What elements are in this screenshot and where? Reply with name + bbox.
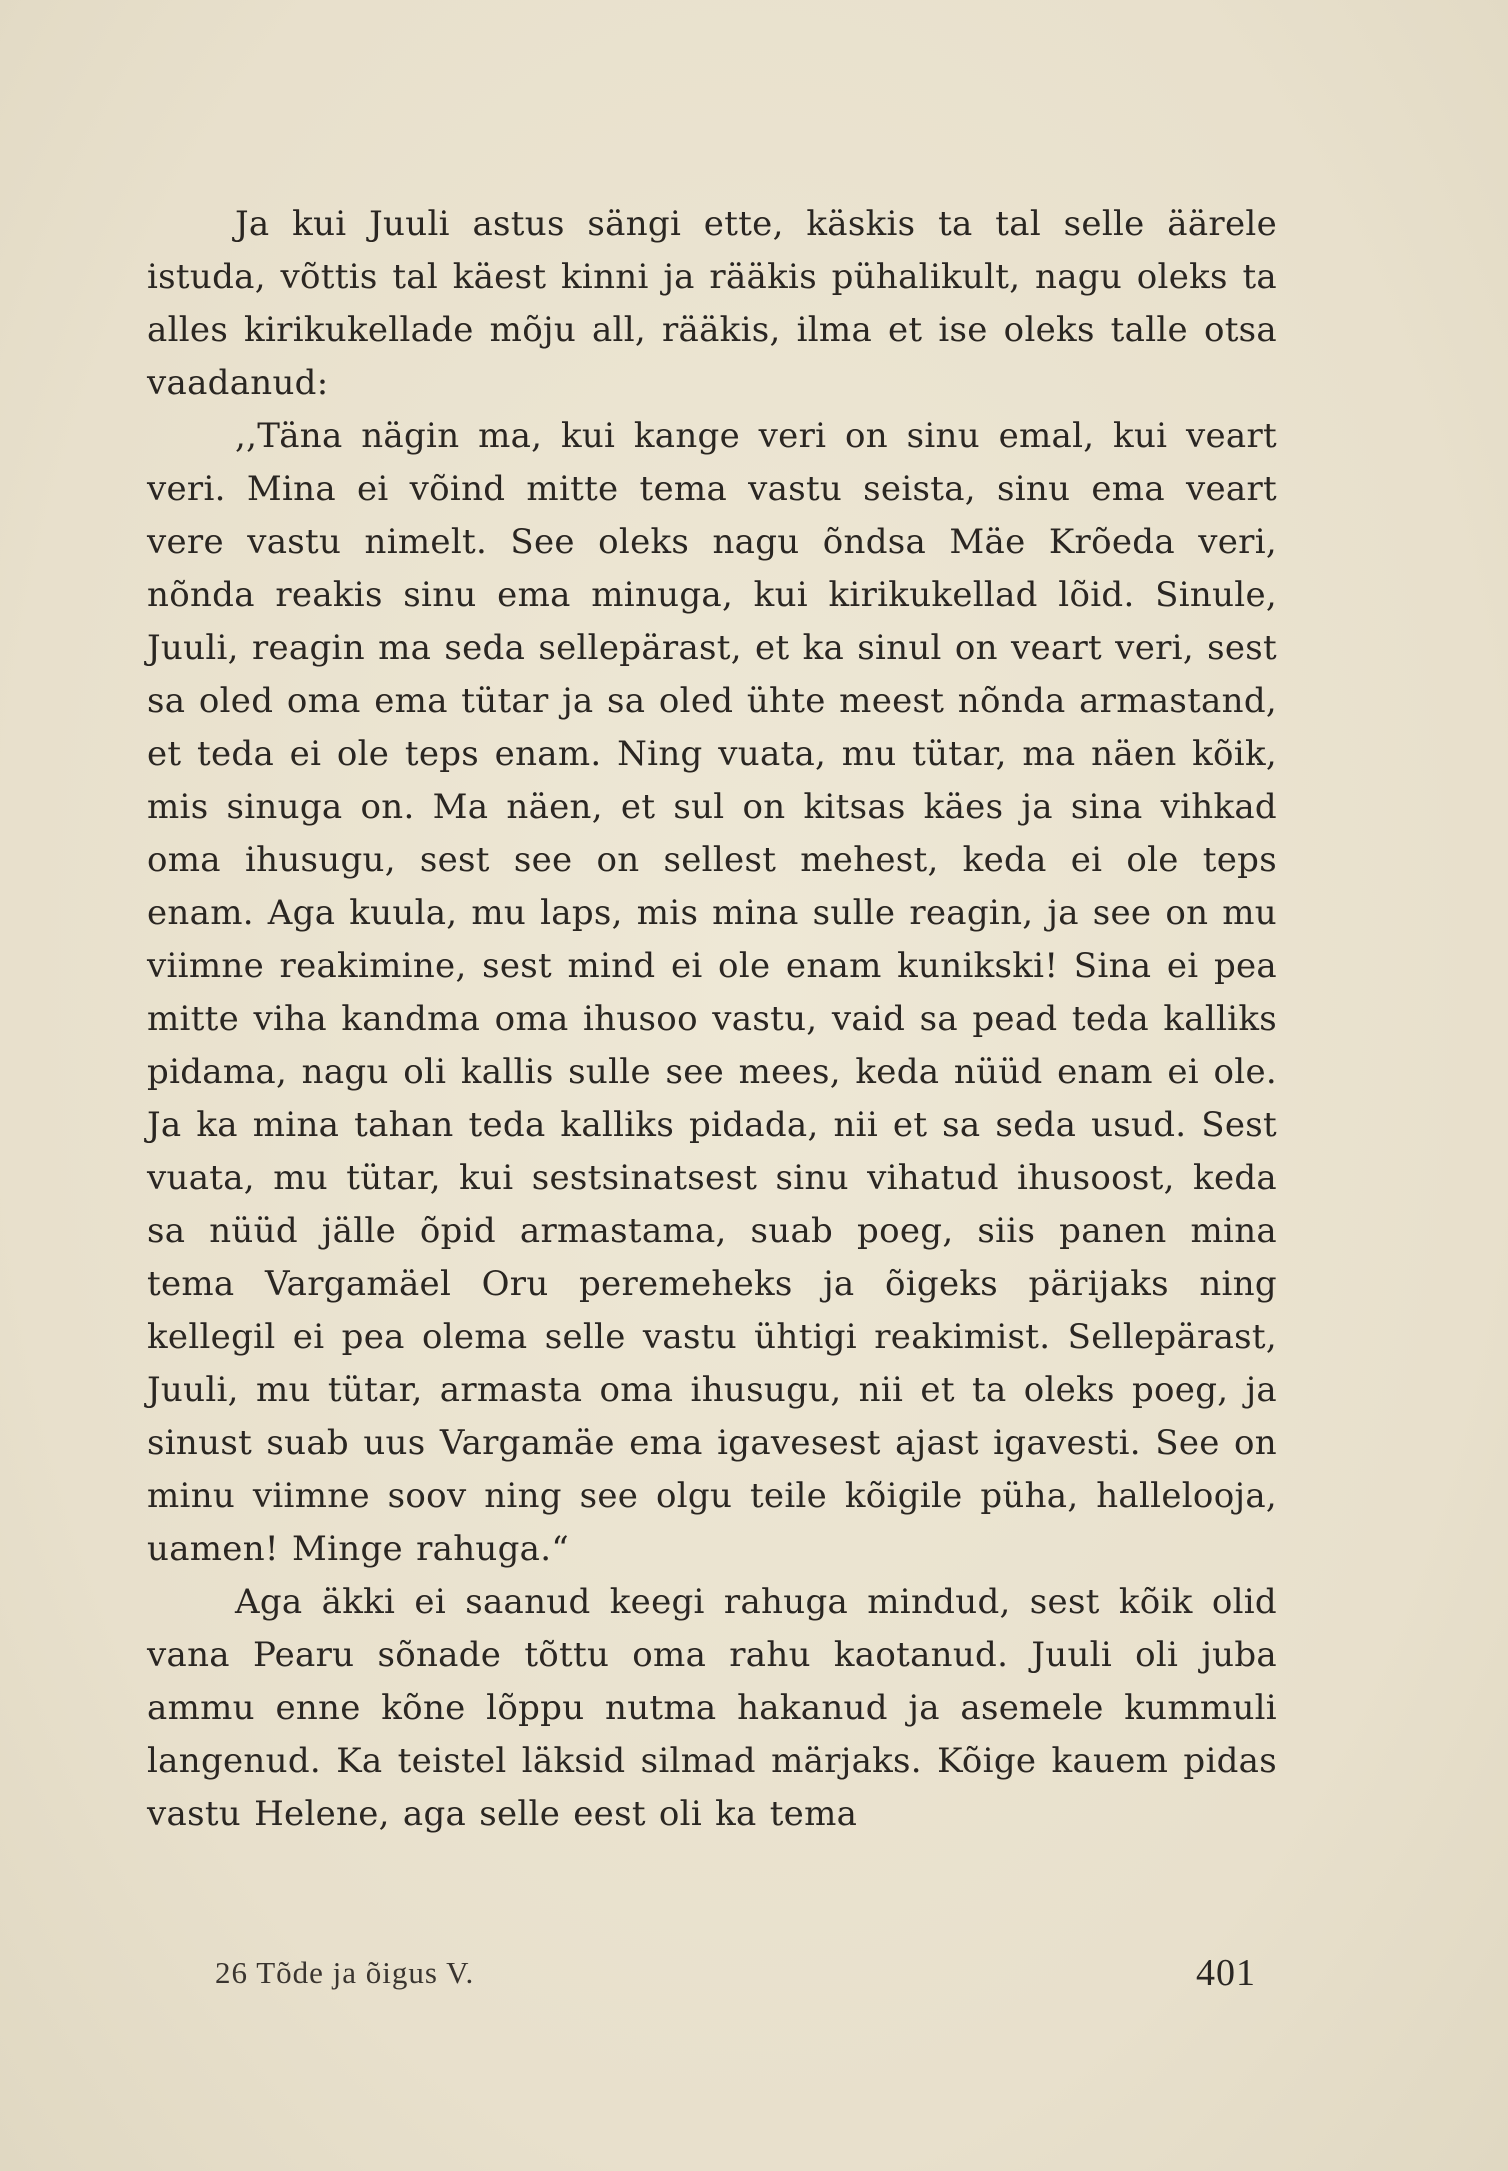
paragraph-3: Aga äkki ei saanud keegi rahuga mindud, sest kõik olid vana Pearu sõnade tõttu oma rahu kaotanud. Juuli oli juba ammu enne kõne lõppu nutma hakanud ja asemele kummuli langenud. Ka teistel läksid silmad märjaks. Kõige kauem pidas vastu Helene, aga selle eest oli ka tema [147,1582,1277,1834]
page-number: 401 [1196,1952,1256,1994]
paragraph-2: ,,Täna nägin ma, kui kange veri on sinu emal, kui veart veri. Mina ei võind mitte tema vastu seista, sinu ema veart vere vastu nimelt. See oleks nagu õndsa Mäe Krõeda veri, nõnda reakis sinu ema minuga, kui kirikukellad lõid. Sinule, Juuli, reagin ma seda sellepärast, et ka sinul on veart veri, sest sa oled oma ema tütar ja sa oled ühte meest nõnda armastand, et teda ei ole teps enam. Ning vuata, mu tütar, ma näen kõik, mis sinuga on. Ma näen, et sul on kitsas käes ja sina vihkad oma ihusugu, sest see on sellest mehest, keda ei ole teps enam. Aga kuula, mu laps, mis mina sulle reagin, ja see on mu viimne reakimine, sest mind ei ole enam kunikski! Sina ei pea mitte viha kandma oma ihusoo vastu, vaid sa pead teda kalliks pidama, nagu oli kallis sulle see mees, keda nüüd enam ei ole. Ja ka mina tahan teda kalliks pidada, nii et sa seda usud. Sest vuata, mu tütar, kui sestsinatsest sinu vihatud ihusoost, keda sa nüüd jälle õpid armastama, suab poeg, siis panen mina tema Vargamäel Oru peremeheks ja õigeks pärijaks ning kellegil ei pea olema selle vastu ühtigi reakimist. Sellepärast, Juuli, mu tütar, armasta oma ihusugu, nii et ta oleks poeg, ja sinust suab uus Vargamäe ema igavesest ajast igavesti. See on minu viimne soov ning see olgu teile kõigile püha, hallelooja, uamen! Minge rahuga.“ [147,416,1277,1569]
body-text [147,198,1277,1841]
paragraph-1: Ja kui Juuli astus sängi ette, käskis ta tal selle äärele istuda, võttis tal käest kinni ja rääkis pühalikult, nagu oleks ta alles kirikukellade mõju all, rääkis, ilma et ise oleks talle otsa vaadanud: [147,204,1277,403]
page-footer [0,1952,1508,2005]
signature-mark: 26 Tõde ja õigus V. [215,1955,475,1990]
